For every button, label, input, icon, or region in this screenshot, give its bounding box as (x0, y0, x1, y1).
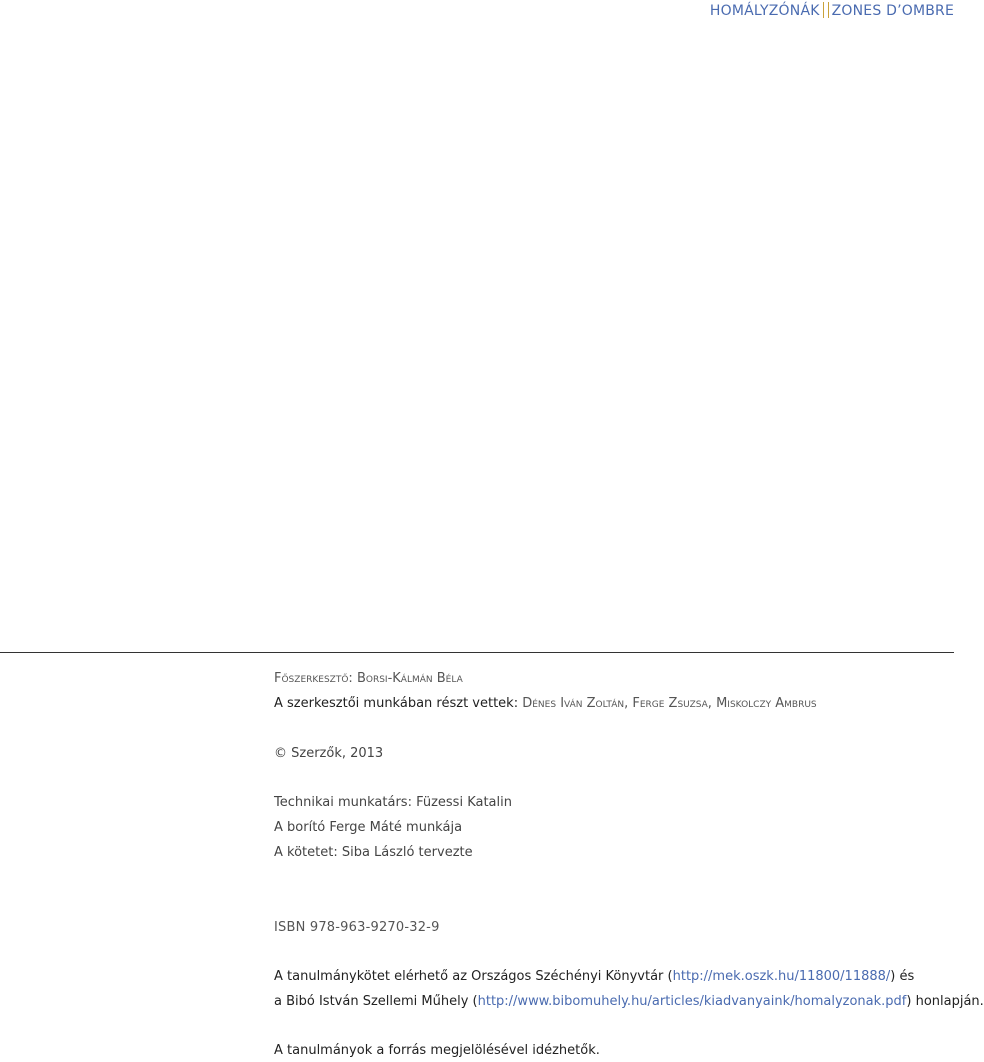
contributors-line (274, 695, 817, 713)
citation-note-line: A tanulmányok a forrás megjelölésével idézhetők. (274, 1043, 600, 1058)
contributors-names: Dénes Iván Zoltán, Ferge Zsuzsa, Miskolczy Ambrus (522, 696, 817, 711)
bibo-link[interactable]: http://www.bibomuhely.hu/articles/kiadvanyaink/homalyzonak.pdf (477, 994, 907, 1009)
editor-in-chief-line (274, 670, 463, 688)
binding-design-line: A kötetet: Siba László tervezte (274, 845, 473, 860)
contributors-prefix: A szerkesztői munkában részt vettek: (274, 696, 519, 711)
horizontal-rule (0, 652, 954, 653)
cover-credit-line: A borító Ferge Máté munkája (274, 820, 463, 835)
editor-in-chief-label: Főszerkesztő: (274, 671, 353, 686)
editor-in-chief-name: Borsi-Kálmán Béla (356, 671, 463, 686)
copyright-line: © Szerzők, 2013 (274, 746, 384, 761)
isbn-line: ISBN 978-963-9270-32-9 (274, 920, 440, 935)
running-head-separator (823, 2, 829, 18)
availability-prefix-2: a Bibó István Szellemi Műhely ( (274, 994, 478, 1009)
availability-line-2 (274, 993, 984, 1011)
availability-suffix-1: ) és (890, 969, 915, 984)
availability-prefix-1: A tanulmánykötet elérhető az Országos Széchényi Könyvtár ( (274, 969, 673, 984)
running-head-hungarian-title: HOMÁLYZÓNÁK (709, 3, 820, 19)
running-head (710, 2, 954, 19)
running-head-french-title: ZONES D’OMBRE (831, 3, 954, 19)
availability-line-1 (274, 968, 914, 986)
mek-link[interactable]: http://mek.oszk.hu/11800/11888/ (672, 969, 891, 984)
availability-suffix-2: ) honlapján. (906, 994, 984, 1009)
technical-assistant-line: Technikai munkatárs: Füzessi Katalin (274, 795, 512, 810)
